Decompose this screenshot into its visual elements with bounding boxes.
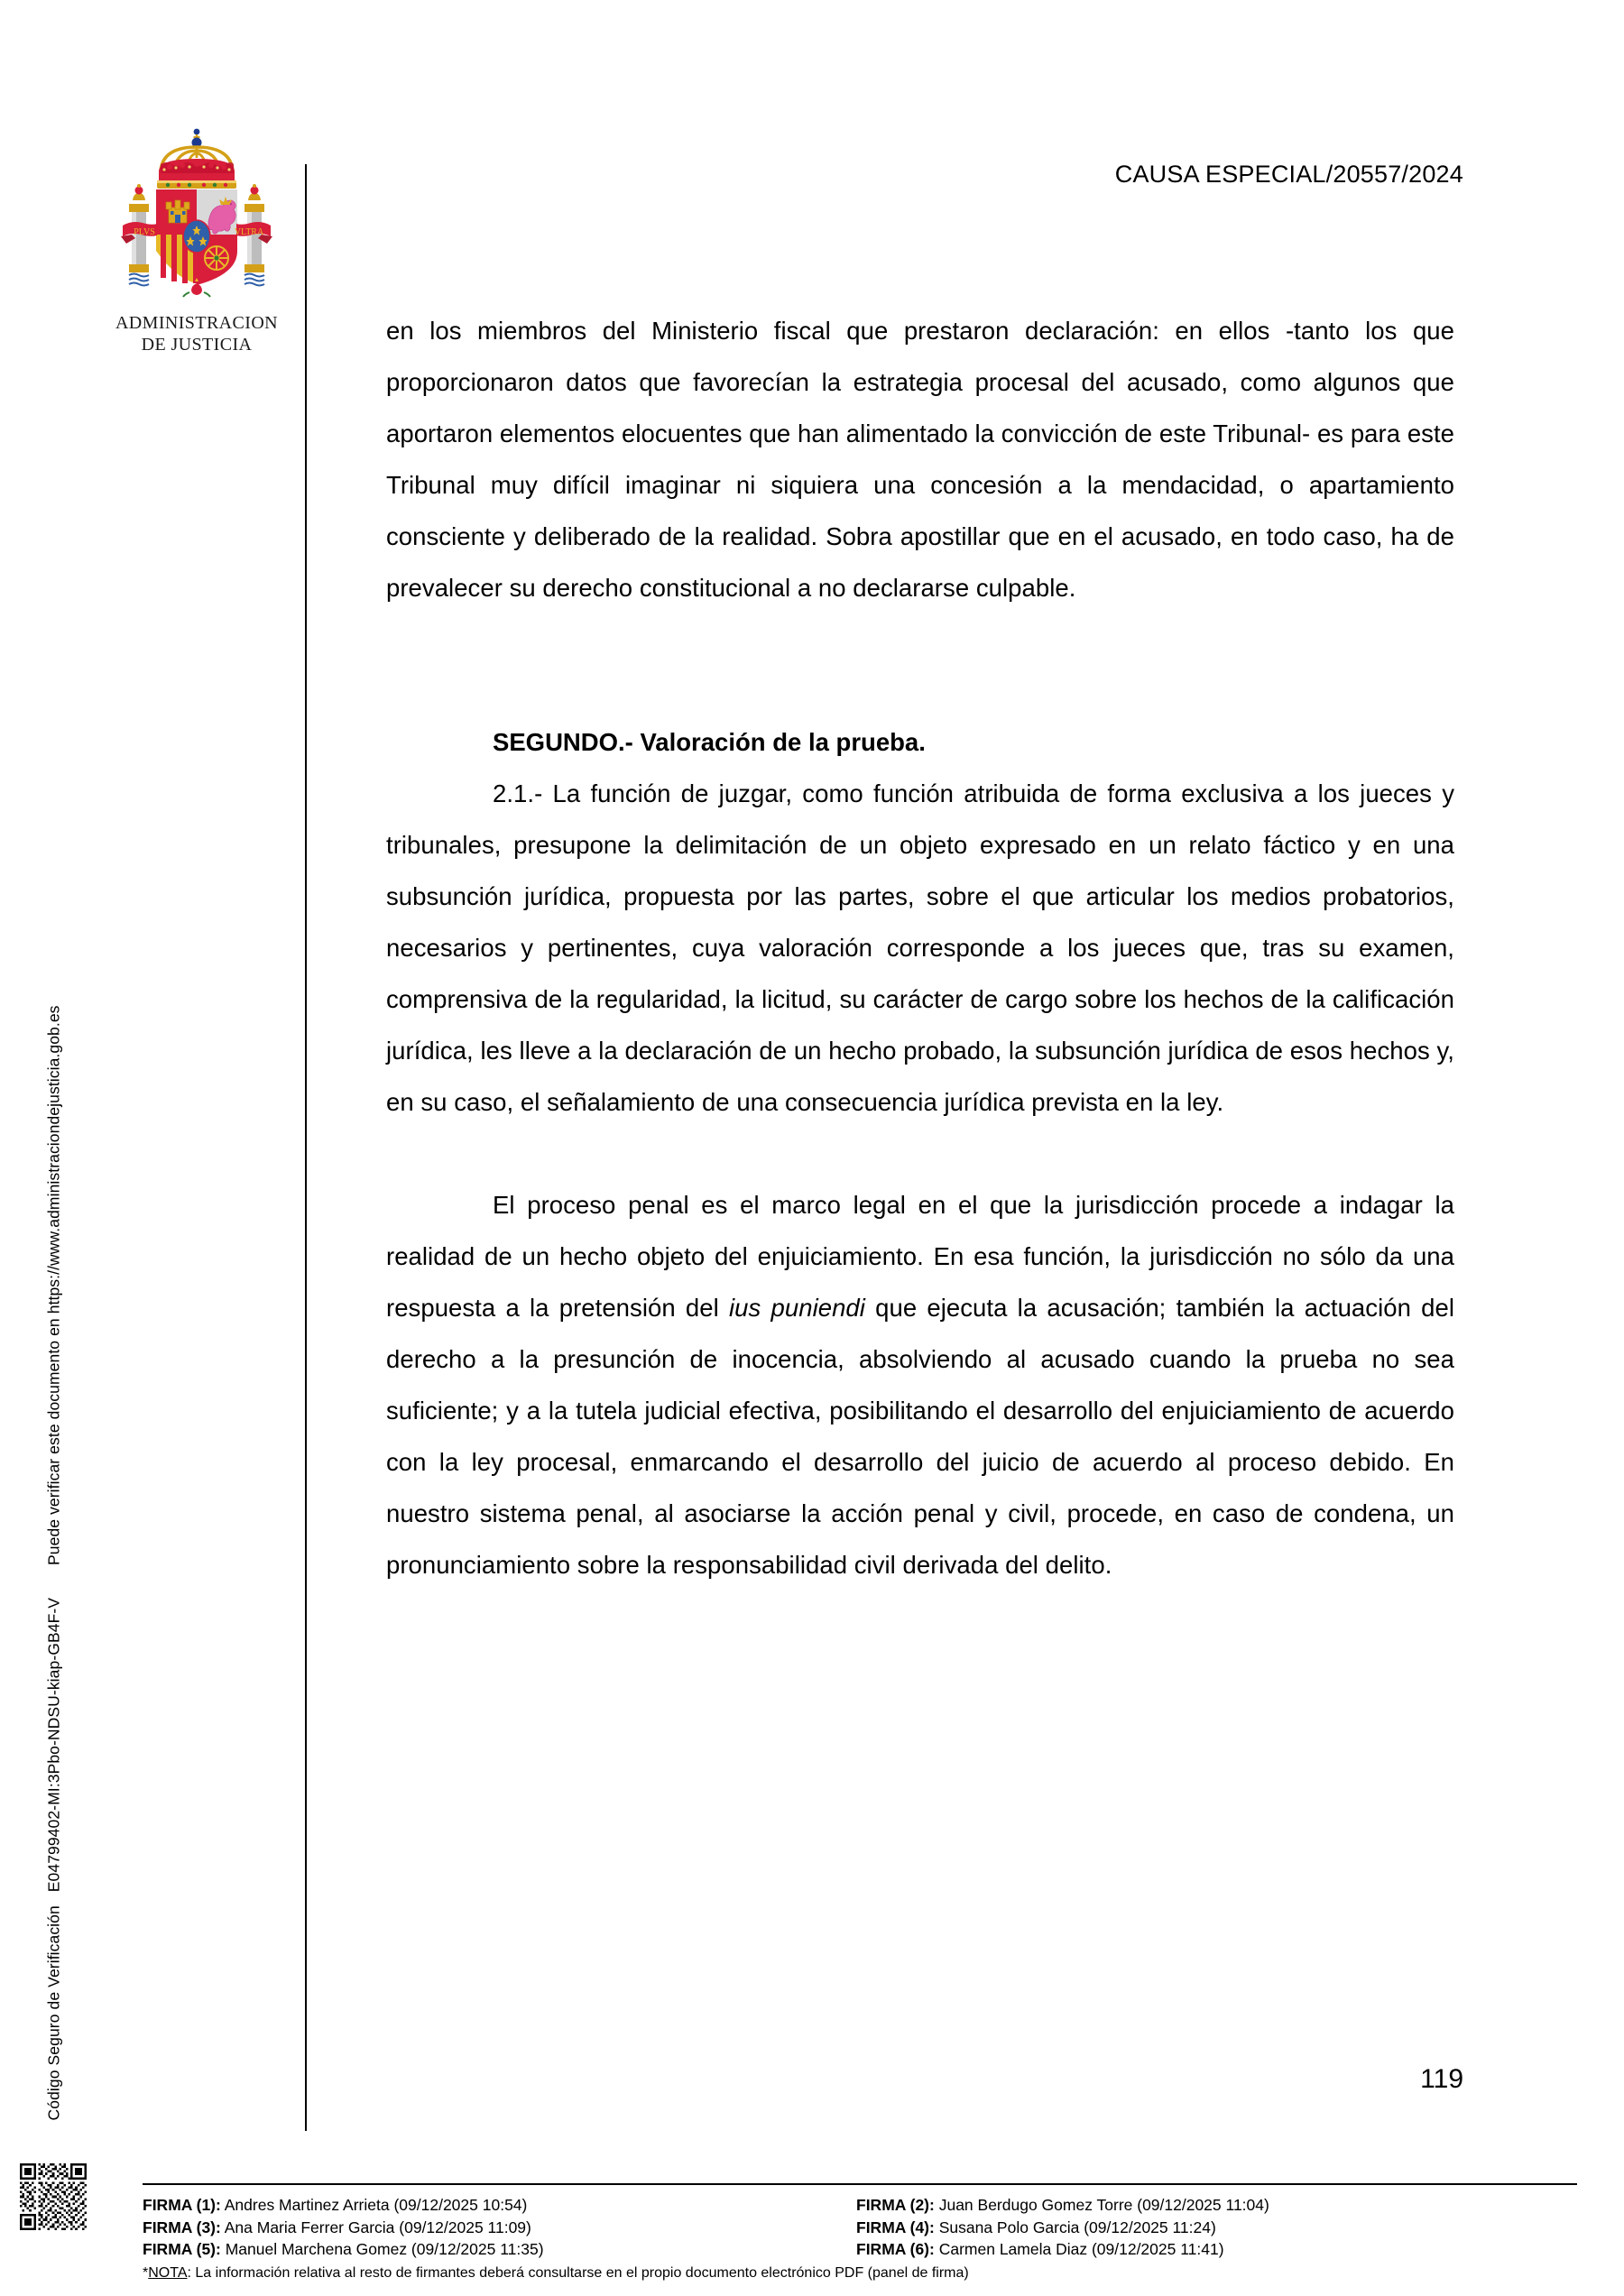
csv-code: E04799402-MI:3Pbo-NDSU-kiap-GB4F-V (44, 1597, 63, 1893)
footer-divider (143, 2183, 1577, 2185)
csv-label: Código Seguro de Verificación (44, 1905, 63, 2121)
signature-row (143, 2194, 856, 2217)
case-reference-header: CAUSA ESPECIAL/20557/2024 (1114, 161, 1463, 188)
emblem-caption-line2: DE JUSTICIA (141, 334, 253, 355)
verification-margin (0, 0, 70, 2147)
motto-left-text: PLVS (134, 227, 155, 237)
signature-label: FIRMA (4): (856, 2218, 935, 2236)
signature-value: Ana Maria Ferrer Garcia (09/12/2025 11:09) (224, 2218, 531, 2236)
signature-value: Juan Berdugo Gomez Torre (09/12/2025 11:04) (938, 2196, 1269, 2214)
footer-note (143, 2264, 1570, 2283)
signature-value: Andres Martinez Arrieta (09/12/2025 10:54) (224, 2196, 528, 2214)
signature-column-right (856, 2194, 1570, 2261)
csv-vertical-text (45, 46, 64, 2121)
signature-row (143, 2217, 856, 2239)
paragraph-3-part1: El proceso penal es el marco legal en el que la jurisdicción procede a indagar la realidad de un hecho objeto del enjuiciamiento. En esa función, la jurisdicción no sólo da una respuesta a la pretensión del (386, 1191, 1454, 1322)
signature-column-left (143, 2194, 856, 2261)
footer-note-prefix: * (143, 2264, 149, 2281)
signature-value: Susana Polo Garcia (09/12/2025 11:24) (938, 2218, 1216, 2236)
document-body (386, 305, 1454, 1591)
signature-label: FIRMA (6): (856, 2240, 935, 2258)
footer-note-keyword: NOTA (148, 2264, 188, 2281)
signature-label: FIRMA (5): (143, 2240, 221, 2258)
footer-note-text: : La información relativa al resto de firmantes deberá consultarse en el propio documento electrónico PDF (panel de firma) (187, 2264, 969, 2281)
signature-row (143, 2238, 856, 2261)
spain-coat-of-arms-icon (106, 124, 287, 309)
signature-label: FIRMA (1): (143, 2196, 221, 2214)
paragraph-continuation: en los miembros del Ministerio fiscal que prestaron declaración: en ellos -tanto los que proporcionaron datos que favorecían la estrategia procesal del acusado, como algunos que aportaron elementos elocuentes que han alimentado la convicción de este Tribunal- es para este Tribunal muy difícil imaginar ni siquiera una concesión a la mendacidad, o apartamiento consciente y deliberado de la realidad. Sobra apostillar que en el acusado, en todo caso, ha de prevalecer su derecho constitucional a no declararse culpable. (386, 317, 1454, 602)
paragraph-proceso-penal (386, 1179, 1454, 1591)
latin-term-ius-puniendi: ius puniendi (729, 1294, 865, 1322)
signature-label: FIRMA (3): (143, 2218, 221, 2236)
margin-divider (305, 164, 307, 2131)
signature-label: FIRMA (2): (856, 2196, 935, 2214)
section-heading-segundo: SEGUNDO.- Valoración de la prueba. (493, 728, 926, 756)
csv-verify-text: Puede verificar este documento en https://www.administraciondejusticia.gob.es (44, 1005, 63, 1565)
administration-of-justice-emblem (97, 124, 296, 355)
motto-right-text: VLTRA (234, 227, 264, 237)
paragraph-3-part2: que ejecuta la acusación; también la actuación del derecho a la presunción de inocencia, absolviendo al acusado cuando la prueba no sea suficiente; y a la tutela judicial efectiva, posibilitando el desarrollo del enjuiciamiento de acuerdo con la ley procesal, enmarcando el desarrollo del juicio de acuerdo al proceso debido. En nuestro sistema penal, al asociarse la acción penal y civil, procede, en caso de condena, un pronunciamiento sobre la responsabilidad civil derivada del delito. (386, 1294, 1454, 1579)
signature-row (856, 2194, 1570, 2217)
spacer (386, 613, 1454, 716)
spacer (386, 1128, 1454, 1179)
signature-row (856, 2238, 1570, 2261)
page-number: 119 (1420, 2064, 1463, 2094)
emblem-caption (97, 313, 296, 355)
emblem-caption-line1: ADMINISTRACION (115, 313, 279, 333)
signature-value: Manuel Marchena Gomez (09/12/2025 11:35) (225, 2240, 544, 2258)
signature-row (856, 2217, 1570, 2239)
qr-code-icon (20, 2163, 87, 2230)
paragraph-2-1: 2.1.- La función de juzgar, como función atribuida de forma exclusiva a los jueces y tribunales, presupone la delimitación de un objeto expresado en un relato fáctico y en una subsunción jurídica, propuesta por las partes, sobre el que articular los medios probatorios, necesarios y pertinentes, cuya valoración corresponde a los jueces que, tras su examen, comprensiva de la regularidad, la licitud, su carácter de cargo sobre los hechos de la calificación jurídica, les lleve a la declaración de un hecho probado, la subsunción jurídica de esos hechos y, en su caso, el señalamiento de una consecuencia jurídica prevista en la ley. (386, 779, 1454, 1116)
signature-value: Carmen Lamela Diaz (09/12/2025 11:41) (938, 2240, 1224, 2258)
signature-footer (143, 2183, 1570, 2283)
